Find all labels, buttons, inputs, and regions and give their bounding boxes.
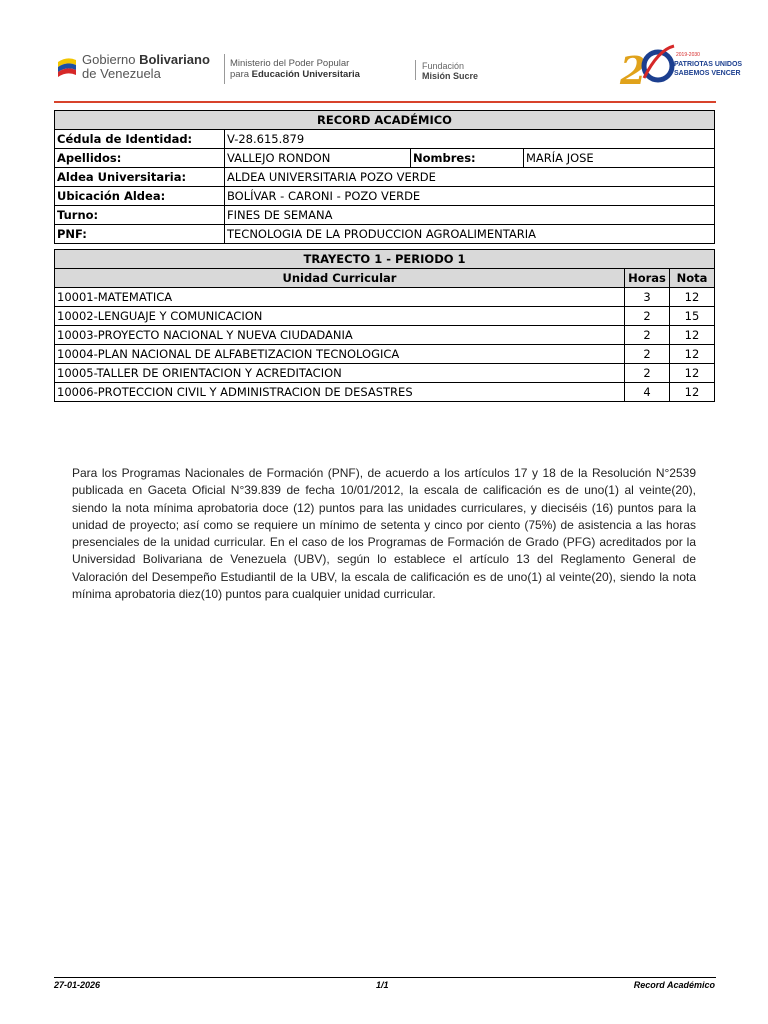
- table-row: [55, 225, 715, 244]
- personal-data-table: [54, 110, 715, 244]
- horas-cell: 2: [625, 364, 670, 383]
- gobierno-logo-text: Gobierno Bolivariano de Venezuela: [82, 52, 210, 81]
- table-row: [55, 149, 715, 168]
- table-row: [55, 168, 715, 187]
- svg-text:SABEMOS VENCER: SABEMOS VENCER: [674, 70, 741, 77]
- unidad-cell: 10002-LENGUAJE Y COMUNICACION: [55, 307, 625, 326]
- horas-cell: 2: [625, 326, 670, 345]
- svg-text:2: 2: [620, 48, 647, 93]
- nota-cell: 12: [670, 383, 715, 402]
- venezuela-flag-icon: [56, 54, 78, 80]
- horas-cell: 2: [625, 345, 670, 364]
- unidad-cell: 10003-PROYECTO NACIONAL Y NUEVA CIUDADANIA: [55, 326, 625, 345]
- pnf-value: TECNOLOGIA DE LA PRODUCCION AGROALIMENTARIA: [225, 225, 715, 244]
- unidad-cell: 10001-MATEMATICA: [55, 288, 625, 307]
- pnf-label: PNF:: [55, 225, 225, 244]
- trayecto-title: TRAYECTO 1 - PERIODO 1: [55, 250, 715, 269]
- apellidos-value: VALLEJO RONDON: [225, 149, 411, 168]
- turno-label: Turno:: [55, 206, 225, 225]
- unidad-cell: 10004-PLAN NACIONAL DE ALFABETIZACION TECNOLOGICA: [55, 345, 625, 364]
- table-row: [55, 130, 715, 149]
- patriotas-unidos-logo: [618, 40, 743, 93]
- cedula-label: Cédula de Identidad:: [55, 130, 225, 149]
- unidad-cell: 10005-TALLER DE ORIENTACION Y ACREDITACION: [55, 364, 625, 383]
- footer-page-number: 1/1: [376, 980, 389, 990]
- table-row: [55, 326, 715, 345]
- header-divider: [415, 60, 416, 80]
- ubicacion-label: Ubicación Aldea:: [55, 187, 225, 206]
- header-divider: [224, 54, 225, 84]
- horas-cell: 2: [625, 307, 670, 326]
- nota-cell: 12: [670, 288, 715, 307]
- aldea-label: Aldea Universitaria:: [55, 168, 225, 187]
- nota-cell: 12: [670, 345, 715, 364]
- ubicacion-value: BOLÍVAR - CARONI - POZO VERDE: [225, 187, 715, 206]
- table-row: [55, 383, 715, 402]
- unidad-cell: 10006-PROTECCION CIVIL Y ADMINISTRACION DE DESASTRES: [55, 383, 625, 402]
- grading-note-paragraph: Para los Programas Nacionales de Formación (PNF), de acuerdo a los artículos 17 y 18 de la Resolución N°2539 publicada en Gaceta Oficial N°39.839 de fecha 10/01/2012, la escala de calificación es de uno(1) al veinte(20), siendo la nota mínima aprobatoria doce (12) puntos para las unidades curriculares, y dieciséis (16) puntos para la unidad de proyecto; así como se requiere un mínimo de setenta y cinco por ciento (75%) de asistencia a las horas presenciales de la unidad curricular. En el caso de los Programas de Formación de Grado (PFG) acreditados por la Universidad Bolivariana de Venezuela (UBV), según lo establece el artículo 13 del Reglamento General de Valoración del Desempeño Estudiantil de la UBV, la escala de calificación es de uno(1) al veinte(20), siendo la nota mínima aprobatoria diez(10) puntos para cualquier unidad curricular.: [72, 466, 696, 602]
- footer-rule: [54, 977, 716, 978]
- col-header-nota: Nota: [670, 269, 715, 288]
- table-row: [55, 187, 715, 206]
- table-row: [55, 364, 715, 383]
- apellidos-label: Apellidos:: [55, 149, 225, 168]
- table-row: [55, 345, 715, 364]
- header-red-rule: [54, 101, 716, 103]
- footer-date: 27-01-2026: [54, 980, 101, 990]
- footer-document-name: Record Académico: [633, 980, 715, 990]
- ministerio-text: Ministerio del Poder Popular para Educación Universitaria: [230, 58, 360, 80]
- nombres-label: Nombres:: [411, 149, 524, 168]
- horas-cell: 3: [625, 288, 670, 307]
- col-header-horas: Horas: [625, 269, 670, 288]
- nota-cell: 12: [670, 364, 715, 383]
- svg-text:PATRIOTAS UNIDOS: PATRIOTAS UNIDOS: [674, 61, 743, 68]
- turno-value: FINES DE SEMANA: [225, 206, 715, 225]
- record-title: RECORD ACADÉMICO: [55, 111, 715, 130]
- page-header: [54, 40, 743, 100]
- grades-table: [54, 249, 715, 402]
- nombres-value: MARÍA JOSE: [524, 149, 715, 168]
- horas-cell: 4: [625, 383, 670, 402]
- table-row: [55, 307, 715, 326]
- aldea-value: ALDEA UNIVERSITARIA POZO VERDE: [225, 168, 715, 187]
- nota-cell: 12: [670, 326, 715, 345]
- svg-text:2019-2030: 2019-2030: [676, 52, 700, 58]
- col-header-unidad: Unidad Curricular: [55, 269, 625, 288]
- nota-cell: 15: [670, 307, 715, 326]
- fundacion-text: Fundación Misión Sucre: [422, 61, 479, 81]
- table-row: [55, 206, 715, 225]
- table-row: [55, 288, 715, 307]
- cedula-value: V-28.615.879: [225, 130, 715, 149]
